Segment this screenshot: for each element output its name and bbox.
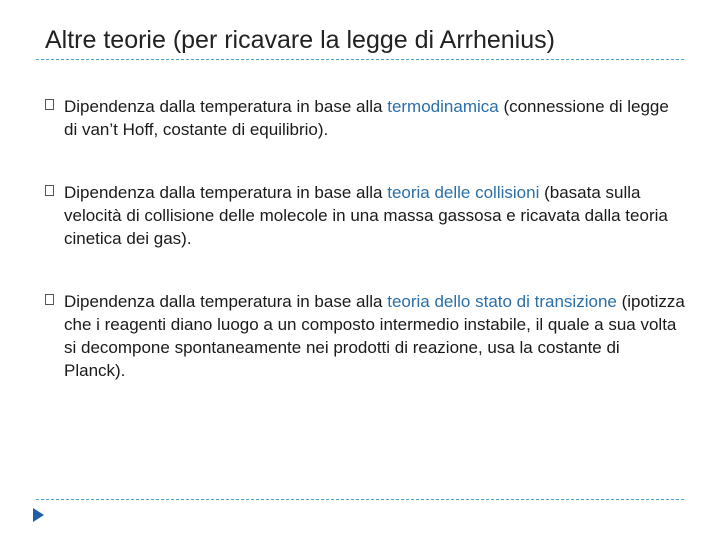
highlighted-term: teoria dello stato di transizione <box>387 292 617 311</box>
bullet-text: Dipendenza dalla temperatura in base alla <box>64 183 388 202</box>
bullet-text: (ipotizza che i reagenti diano luogo a un composto intermedio instabile, il quale a sua volta si decompone spontaneamente nei prodotti di reazione, usa la costante di Planck). <box>64 292 685 380</box>
square-bullet-icon <box>45 185 54 196</box>
bullet-text: (connessione di legge di van’t Hoff, costante di equilibrio). <box>64 97 669 139</box>
slide-title: Altre teorie (per ricavare la legge di Arrhenius) <box>45 26 555 54</box>
bullet-text: Dipendenza dalla temperatura in base alla <box>64 292 388 311</box>
bullet-item <box>45 290 685 382</box>
title-divider <box>36 59 684 60</box>
bullet-list <box>45 95 685 422</box>
highlighted-term: teoria delle collisioni <box>387 183 540 202</box>
bullet-item <box>45 95 685 141</box>
square-bullet-icon <box>45 294 54 305</box>
highlighted-term: termodinamica <box>387 97 499 116</box>
square-bullet-icon <box>45 99 54 110</box>
bullet-text: (basata sulla velocità di collisione delle molecole in una massa gassosa e ricavata dalla teoria cinetica dei gas). <box>64 183 668 248</box>
footer-divider <box>36 499 684 500</box>
bullet-item <box>45 181 685 250</box>
next-slide-arrow-icon[interactable] <box>33 508 44 522</box>
bullet-text: Dipendenza dalla temperatura in base alla <box>64 97 388 116</box>
